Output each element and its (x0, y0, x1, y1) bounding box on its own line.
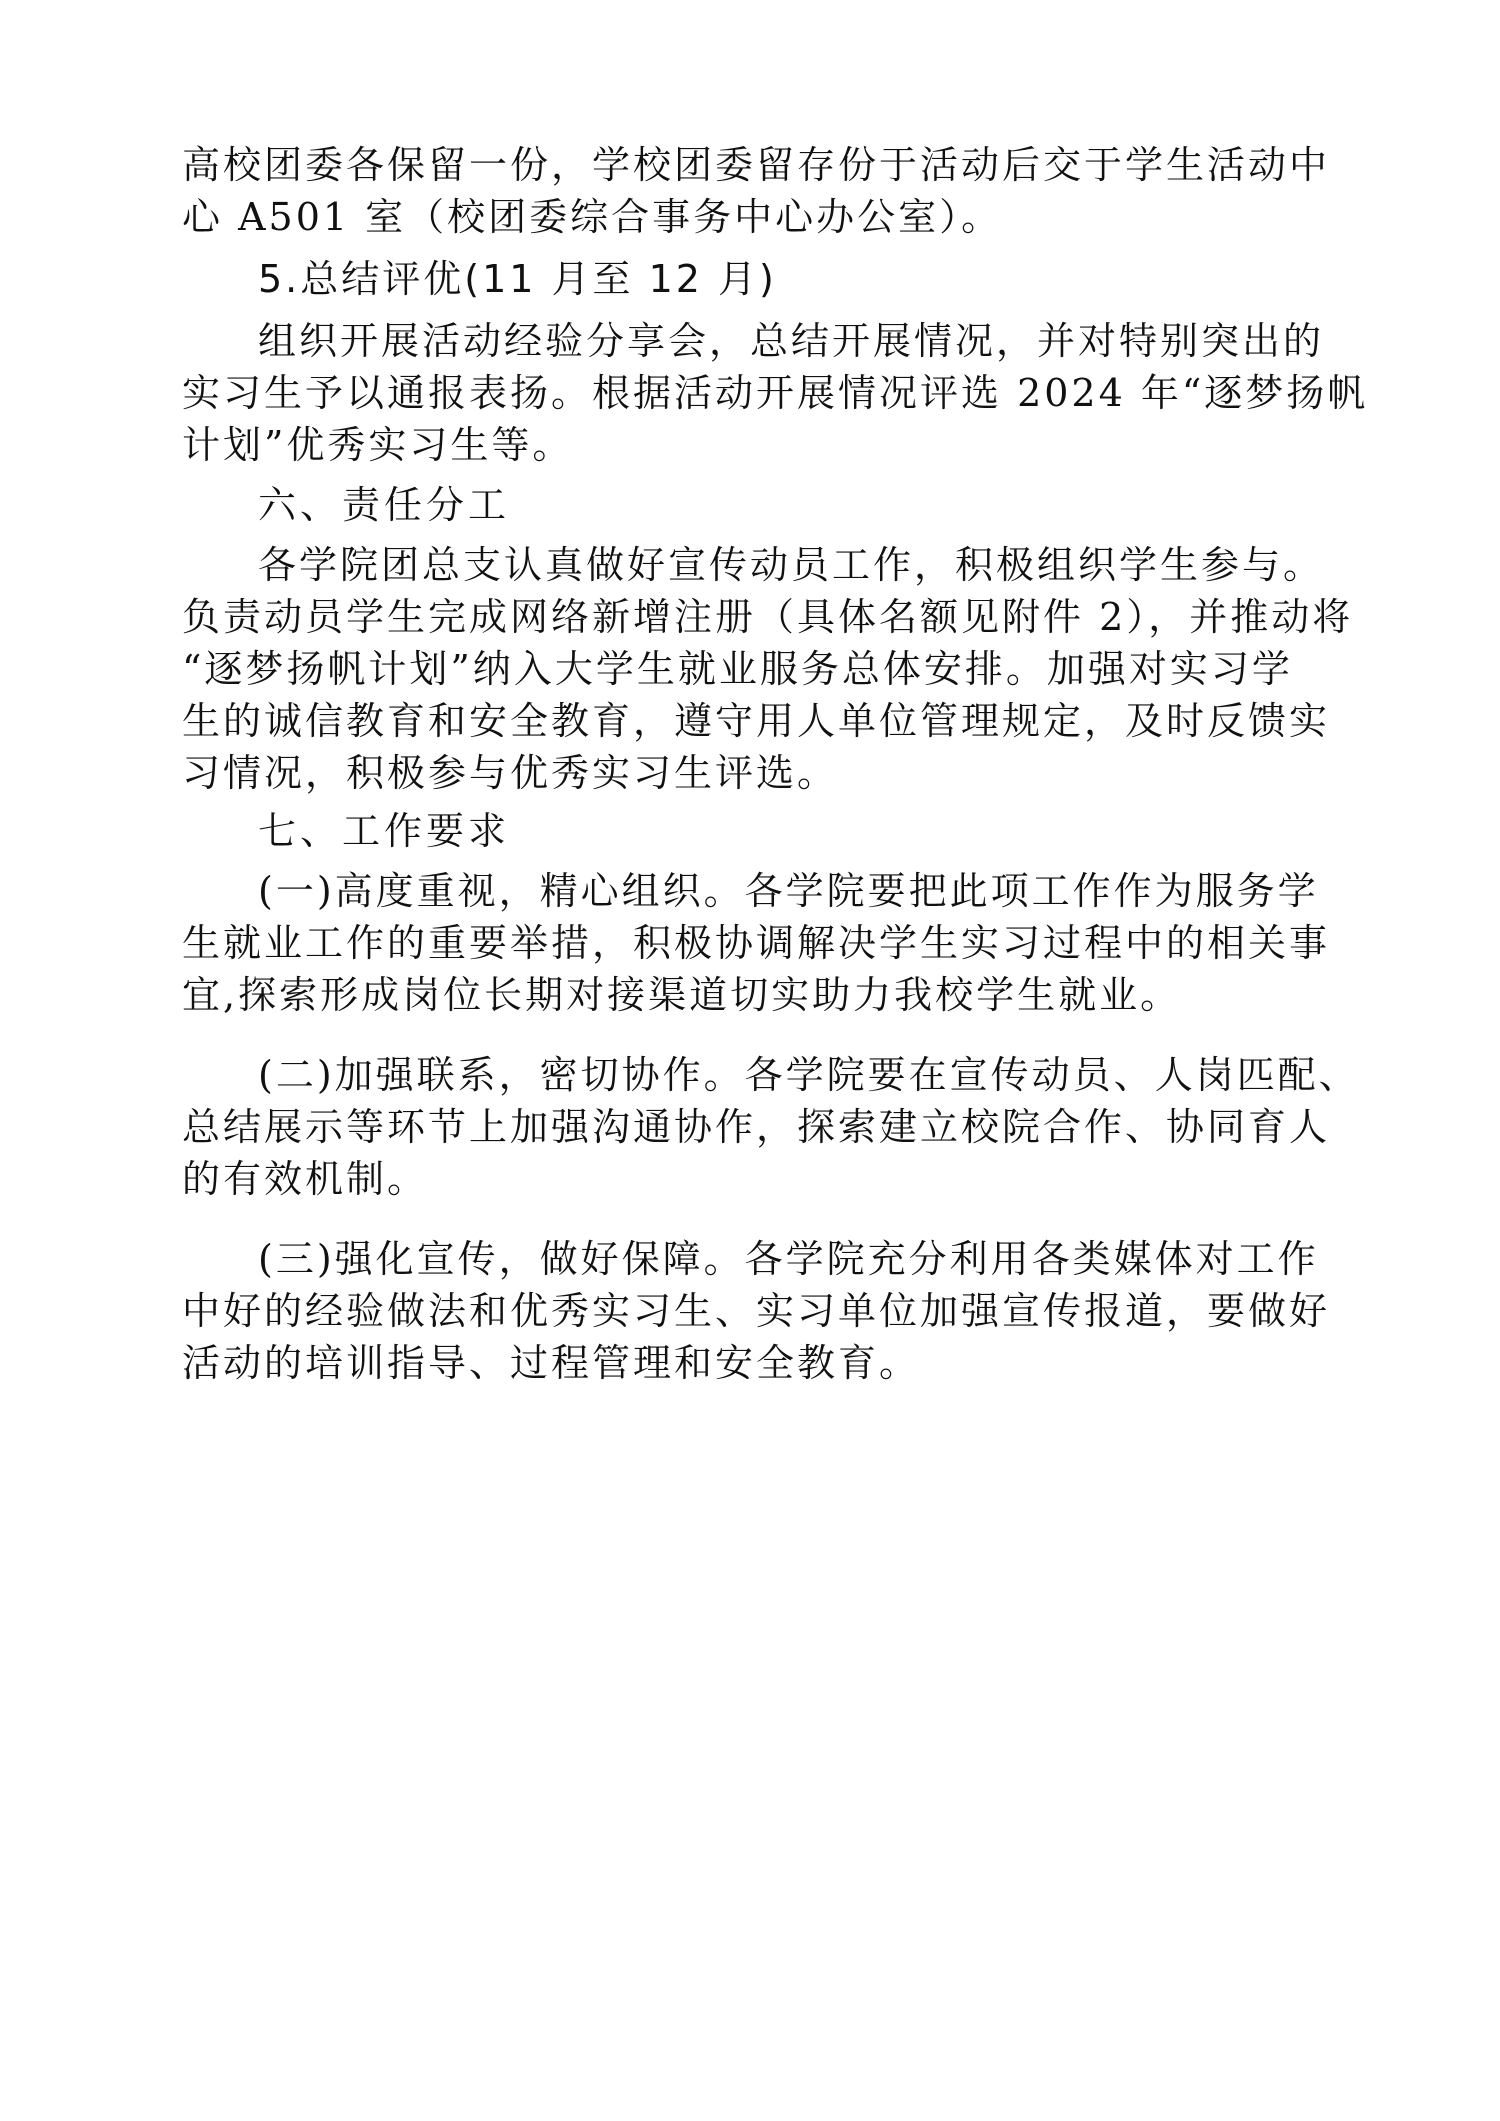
text-line: 实习生予以通报表扬。根据活动开展情况评选 2024 年“逐梦扬帆 (182, 371, 1369, 415)
text-line: 中好的经验做法和优秀实习生、实习单位加强宣传报道，要做好 (182, 1289, 1331, 1333)
text-line: 负责动员学生完成网络新增注册（具体名额见附件 2），并推动将 (182, 595, 1354, 639)
text-line: “逐梦扬帆计划”纳入大学生就业服务总体安排。加强对实习学 (182, 647, 1293, 691)
section-heading: 七、工作要求 (258, 809, 511, 853)
text-line: 总结展示等环节上加强沟通协作，探索建立校院合作、协同育人 (182, 1105, 1331, 1149)
subsection-heading: 5.总结评优(11 月至 12 月) (258, 257, 777, 301)
text-line: 生的诚信教育和安全教育，遵守用人单位管理规定，及时反馈实 (182, 699, 1331, 743)
text-line: 组织开展活动经验分享会，总结开展情况，并对特别突出的 (258, 319, 1325, 363)
text-line: 计划”优秀实习生等。 (182, 423, 574, 467)
text-line: (三)强化宣传，做好保障。各学院充分利用各类媒体对工作 (258, 1237, 1319, 1281)
text-line: 高校团委各保留一份，学校团委留存份于活动后交于学生活动中 (182, 143, 1331, 187)
text-line: (二)加强联系，密切协作。各学院要在宣传动员、人岗匹配、 (258, 1053, 1360, 1097)
text-line: 生就业工作的重要举措，积极协调解决学生实习过程中的相关事 (182, 921, 1331, 965)
text-line: 宜,探索形成岗位长期对接渠道切实助力我校学生就业。 (182, 973, 1182, 1017)
text-line: 心 A501 室（校团委综合事务中心办公室）。 (182, 195, 1003, 239)
text-line: 活动的培训指导、过程管理和安全教育。 (182, 1341, 921, 1385)
text-line: 的有效机制。 (182, 1157, 429, 1201)
text-line: 各学院团总支认真做好宣传动员工作，积极组织学生参与。 (258, 543, 1325, 587)
text-line: 习情况，积极参与优秀实习生评选。 (182, 751, 839, 795)
section-heading: 六、责任分工 (258, 483, 511, 527)
text-line: (一)高度重视，精心组织。各学院要把此项工作作为服务学 (258, 869, 1319, 913)
